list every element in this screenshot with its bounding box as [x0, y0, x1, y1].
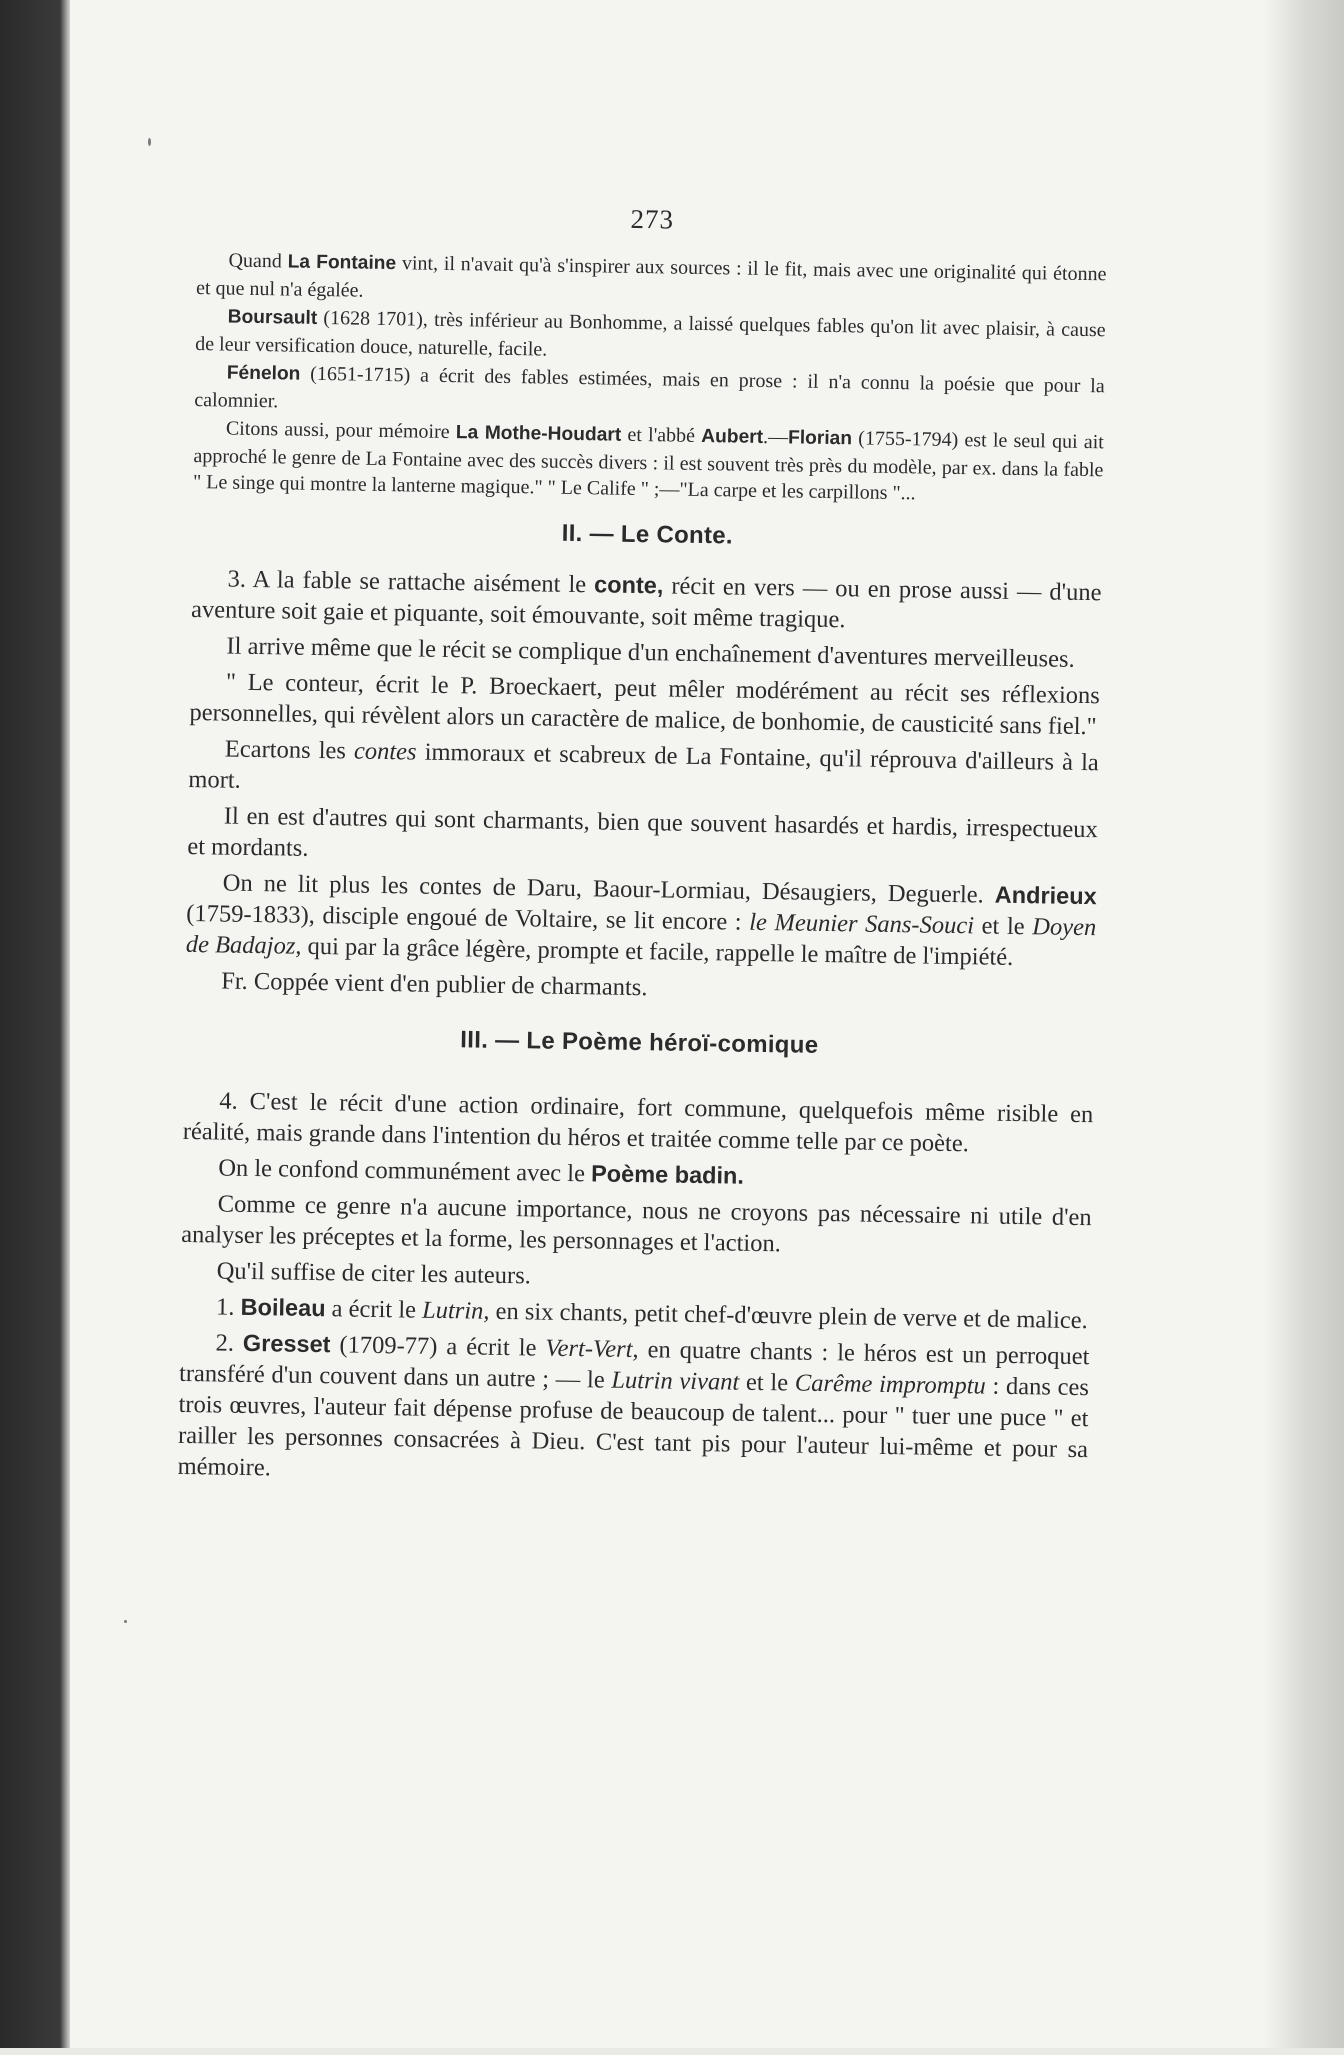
- page-edge-shadow: [1264, 0, 1344, 2048]
- paragraph-la-fontaine: Quand La Fontaine vint, il n'avait qu'à s'inspirer aux sources : il le fit, mais avec une originalité qui étonne et que nul n'a égalée.: [195, 249, 1107, 302]
- author-name-la-mothe-houdart: La Mothe-Houdart: [455, 422, 622, 446]
- paragraph-poeme-badin: On le confond communément avec le Poème badin.: [218, 1153, 745, 1189]
- paragraph-citer-auteurs: Qu'il suffise de citer les auteurs.: [216, 1256, 532, 1289]
- paragraph-conte-merveilleux: Il arrive même que le récit se complique d'un enchaînement d'aventures merveilleuses.: [226, 632, 1075, 673]
- paragraph-boursault: Boursault (1628 1701), très inférieur au Bonhomme, a laissé quelques fables qu'on lit avec plaisir, à cause de leur versification douce, naturelle, facile.: [195, 306, 1106, 361]
- author-name-andrieux: Andrieux: [994, 881, 1097, 909]
- paragraph-contes-charmants: Il en est d'autres qui sont charmants, bien que souvent hasardés et hardis, irrespectueux et mordants.: [187, 802, 1098, 862]
- section-le-conte: [185, 511, 1102, 1009]
- section-heading-conte: II. — Le Conte.: [561, 519, 734, 549]
- author-name-boileau: Boileau: [240, 1293, 326, 1321]
- term-poeme-badin: Poème badin.: [590, 1159, 745, 1189]
- author-name-florian: Florian: [787, 427, 853, 450]
- paragraph-boileau: 1. Boileau a écrit le Lutrin, en six chants, petit chef-d'œuvre plein de verve et de malice.: [215, 1292, 1088, 1334]
- paragraph-genre-importance: Comme ce genre n'a aucune importance, nous ne croyons pas nécessaire ni utile d'en analyser les préceptes et la forme, les personnages et l'action.: [181, 1189, 1092, 1257]
- paragraph-conte-definition: 3. A la fable se rattache aisément le conte, récit en vers — ou en prose aussi — d'une aventure soit gaie et piquante, soit émouvante, soit même tragique.: [190, 565, 1102, 633]
- page-number: 273: [630, 203, 675, 235]
- section-poeme-heroi-comique: [177, 1019, 1094, 1495]
- fable-authors-section: [193, 247, 1107, 510]
- paragraph-other-fabulists: Citons aussi, pour mémoire La Mothe-Houdart et l'abbé Aubert.—Florian (1755-1794) est le seul qui ait approché le genre de La Fontaine avec des succès divers : il est souvent très près du modèle, par ex. dans la fable " Le singe qui montre la lanterne magique." " Le Calife " ;—"La carpe et les carpillons "...: [192, 417, 1104, 505]
- paragraph-fenelon: Fénelon (1651-1715) a écrit des fables estimées, mais en prose : il n'a connu la poésie que pour la calomnier.: [194, 362, 1105, 412]
- paragraph-poeme-definition: 4. C'est le récit d'une action ordinaire, fort commune, quelquefois même risible en réalité, mais grande dans l'intention du héros et traitée comme telle par ce poète.: [182, 1086, 1094, 1157]
- paragraph-broeckaert-quote: " Le conteur, écrit le P. Broeckaert, peut mêler modérément au récit ses réflexions personnelles, qui révèlent alors un caractère de malice, de bonhomie, de causticité sans fiel.": [189, 668, 1101, 740]
- author-name-boursault: Boursault: [227, 306, 318, 329]
- term-conte: conte,: [593, 570, 664, 598]
- scan-speck: [124, 1620, 127, 1623]
- book-page: [169, 0, 1111, 2055]
- paragraph-gresset: 2. Gresset (1709-77) a écrit le Vert-Vert, en quatre chants : le héros est un perroquet transféré d'un couvent dans un autre ; — le Lutrin vivant et le Carême impromptu : dans ces trois œuvres, l'auteur fait dépense profuse de beaucoup de talent... pour " tuer une puce " et railler les personnes consacrées à Dieu. C'est tant pis pour l'auteur lui-même et pour sa mémoire.: [177, 1328, 1090, 1481]
- author-name-aubert: Aubert: [701, 425, 764, 448]
- paragraph-contes-immoraux: Ecartons les contes immoraux et scabreux de La Fontaine, qu'il réprouva d'ailleurs à la mort.: [188, 735, 1099, 794]
- page-content: [177, 247, 1106, 1501]
- author-name-la-fontaine: La Fontaine: [287, 251, 397, 275]
- author-name-gresset: Gresset: [242, 1329, 331, 1357]
- section-heading-poeme: III. — Le Poème héroï-comique: [460, 1025, 819, 1059]
- book-binding-edge: [0, 0, 70, 2048]
- author-name-fenelon: Fénelon: [226, 362, 301, 385]
- scan-speck: [148, 138, 151, 146]
- paragraph-coppee: Fr. Coppée vient d'en publier de charmants.: [221, 967, 648, 1001]
- paragraph-conteurs: On ne lit plus les contes de Daru, Baour-Lormiau, Désaugiers, Deguerle. Andrieux (1759-1833), disciple engoué de Voltaire, se lit encore : le Meunier Sans-Souci et le Doyen de Badajoz, qui par la grâce légère, prompte et facile, rappelle le maître de l'impiété.: [185, 869, 1097, 971]
